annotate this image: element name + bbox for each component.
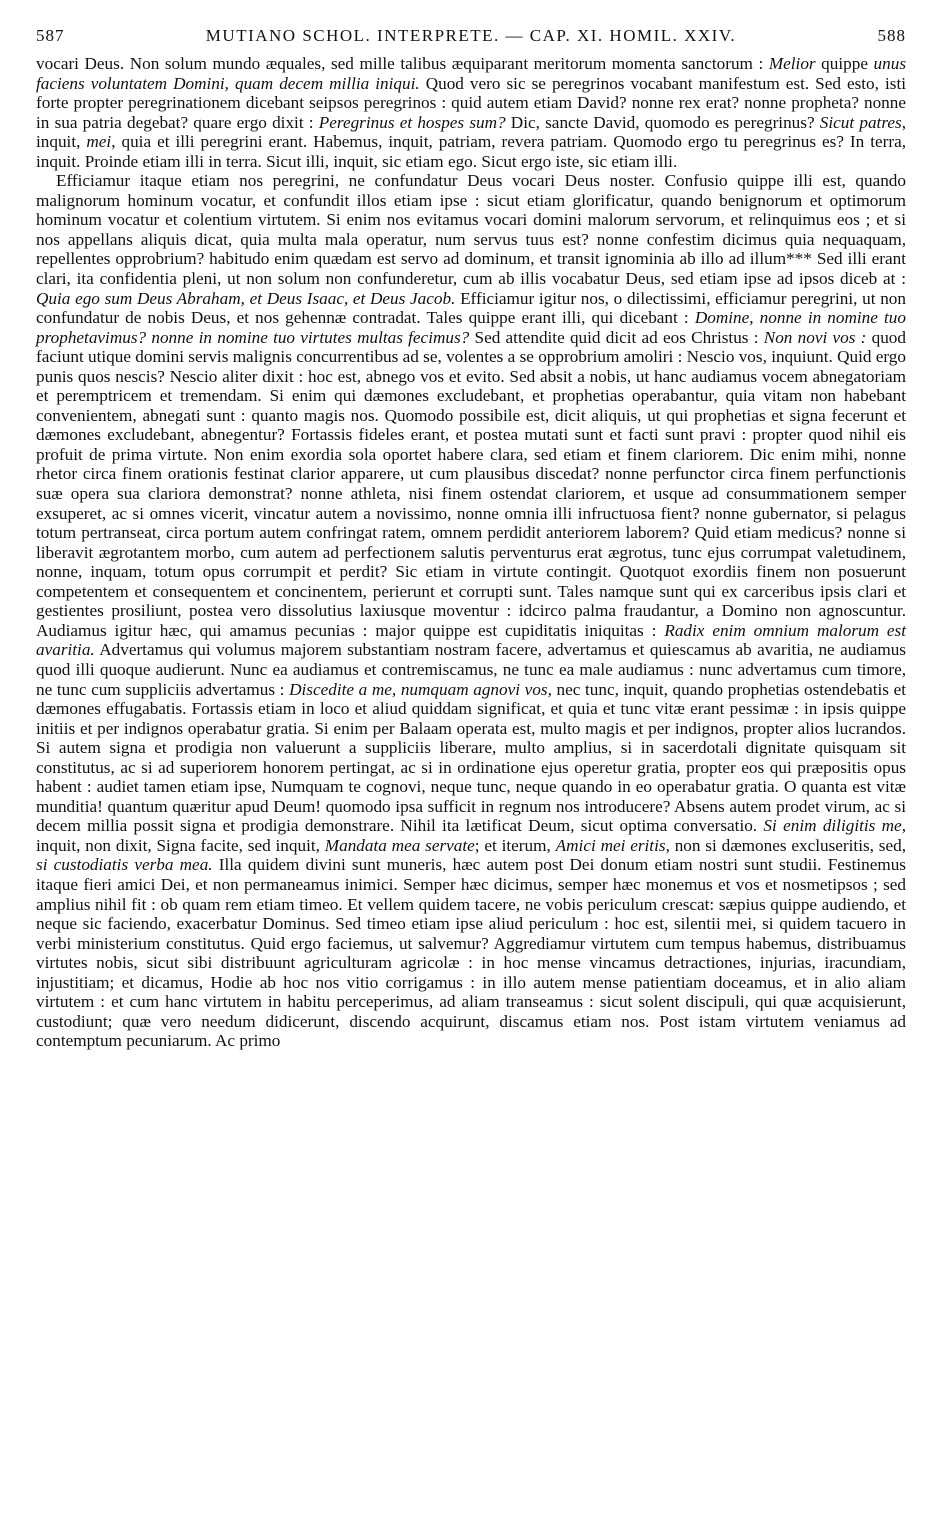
italic-quote: unus faciens voluntatem Domini, quam decem millia iniqui. bbox=[36, 54, 907, 93]
text-run: , non si dæmones excluseritis, sed, bbox=[665, 835, 906, 855]
italic-quote: mei bbox=[86, 132, 112, 152]
italic-quote: Non novi vos : bbox=[763, 327, 867, 347]
text-run: Sed attendite quid dicit ad eos Christus : bbox=[469, 327, 764, 347]
text-run: vocari Deus. Non solum mundo æquales, sed mille talibus æquiparant meritorum momenta sanctorum : bbox=[36, 54, 769, 73]
text-run: Efficiamur itaque etiam nos peregrini, ne confundatur Deus vocari Deus noster. Confusio quippe illi est, quando malignorum hominum vocatur, et confundit illos etiam ipse : sicut etiam glorificatur, quando benignorum et optimorum hominum vocatur et colentium virtutem. Si enim nos evitamus vocari domini malorum servorum, et relinquimus eos ; et si nos appellans aliquis dicat, quia multa mala operatur, num servus tuus est? nonne confestim dicimus quia nequaquam, repellentes opprobrium? habitudo enim quædam est servo ad dominum, et transit ignominia ab illo ad illum*** Sed illi erant clari, ita confidentia pleni, ut non solum non confunderetur, cum ab illis vocabatur Deus, sed etiam ipse ad ipsos diceb at : bbox=[36, 171, 906, 289]
italic-quote: Radix enim omnium malorum est avaritia. bbox=[36, 620, 907, 660]
text-run: Quod vero sic se peregrinos vocabant manifestum est. Sed esto, isti forte propter peregrinationem dicebant seipsos peregrinos : quid autem etiam David? nonne rex erat? nonne propheta? nonne in sua patria degebat? quare ergo dixit : bbox=[36, 73, 906, 132]
italic-quote: Si enim diligitis me bbox=[763, 816, 902, 836]
paragraph bbox=[36, 171, 906, 1051]
page-number-right: 588 bbox=[877, 26, 906, 45]
italic-quote: Sicut patres bbox=[819, 112, 902, 132]
body-text bbox=[36, 54, 906, 1051]
italic-quote: Melior bbox=[768, 54, 816, 73]
italic-quote: Domine, nonne in nomine tuo prophetavimus? nonne in nomine tuo virtutes multas fecimus? bbox=[36, 308, 906, 347]
page-number-left: 587 bbox=[36, 26, 65, 45]
italic-quote: Amici mei eritis bbox=[555, 835, 666, 855]
text-run: Efficiamur igitur nos, o dilectissimi, efficiamur peregrini, ut non confundatur de nobis Deus, et nos gehennæ contradat. Tales quippe erant illi, qui dicebant : bbox=[36, 288, 906, 328]
text-run: Illa quidem divini sunt muneris, hæc autem post Dei donum etiam nostri sunt studii. Festinemus itaque fieri amici Dei, et non permaneamus inimici. Semper hæc dicimus, semper hæc monemus et vos et nosmetipsos ; sed amplius nihil fit : ob quam rem etiam timeo. Et vellem quidem tacere, ne vobis periculum crescat: sæpius quippe audiendo, et neque sic faciendo, exacerbatur Dominus. Sed timeo etiam ipse aliud periculum : hoc est, silentii mei, si quidem tacuero in verbi ministerium constitutus. Quid ergo faciemus, ut salvemur? Aggrediamur virtutem cum tempus habemus, distribuamus virtutes nobis, sicut sibi distribuunt agriculturam agricolæ : in hoc mense vincamus detractiones, injurias, iracundiam, injustitiam; et dicamus, Hodie ab hoc nos vitio corrigamus : in illo autem mense patientiam doceamus, et in alio aliam virtutem : et cum hanc virtutem in habitu perceperimus, ad aliam transeamus : sicut solent discipuli, qui quæ acquisierunt, custodiunt; quæ vero needum didicerunt, discendo acquirunt, discamus etiam nos. Post istam virtutem veniamus ad contemptum pecuniarum. Ac primo bbox=[36, 855, 907, 1051]
text-run: , inquit, bbox=[36, 112, 906, 152]
text-run: Advertamus qui volumus majorem substantiam nostram facere, advertamus et quiescamus ab avaritia, ne audiamus quod illi quoque audierunt. Nunc ea audiamus et contremiscamus, ne tunc ea male audiamus : nunc advertamus cum timore, ne tunc cum suppliciis advertamus : bbox=[36, 640, 906, 699]
running-title: MUTIANO SCHOL. INTERPRETE. — CAP. XI. HOMIL. XXIV. bbox=[205, 26, 737, 45]
text-run: , quia et illi peregrini erant. Habemus, inquit, patriam, revera patriam. Quomodo ergo tu peregrinus es? In terra, inquit. Proinde etiam illi in terra. Sicut illi, inquit, sic etiam ego. Sicut ergo iste, sic etiam illi. bbox=[36, 132, 906, 171]
running-header bbox=[36, 26, 906, 50]
text-run: quippe bbox=[815, 54, 874, 73]
italic-quote: Mandata mea servate bbox=[324, 835, 475, 855]
paragraph bbox=[36, 54, 906, 171]
italic-quote: si custodiatis verba mea. bbox=[36, 855, 213, 875]
italic-quote: Quia ego sum Deus Abraham, et Deus Isaac, et Deus Jacob. bbox=[36, 288, 456, 308]
text-run: nec tunc, inquit, quando prophetias ostendebatis et dæmones effugabatis. Fortassis etiam in loco et aliud quiddam significat, et quia et tunc vitæ erant pessimæ : in ipsis quippe initiis et per indignos operabatur gratia. Si enim per Balaam operata est, multo magis et per indignos, propter alios lucrandos. Si autem signa et prodigia non valuerunt a suppliciis liberare, multo amplius, si in sacerdotali dignitate quisquam sit constitutus, ac si ad superiorem honorem pertingat, ac si in ordinatione ejus operetur gratia, propter eos qui præpositis opus habent : audiet tamen etiam ipse, Numquam te cognovi, neque tunc, neque quando in eo operabatur gratia. O quanta est vitæ munditia! quantum quæritur apud Deum! quomodo ipsa sufficit in regnum nos introducere? Absens autem prodet virum, ac si decem millia possit signa et prodigia demonstrare. Nihil ita lætificat Deum, sicut optima conversatio. bbox=[36, 679, 906, 836]
text-run: Dic, sancte David, quomodo es peregrinus? bbox=[505, 112, 820, 132]
text-run: ; et iterum, bbox=[474, 835, 556, 855]
text-run: quod faciunt utique domini servis malignis concurrentibus ad se, volentes a se opprobrium amoliri : Nescio vos, inquiunt. Quid ergo punis quos nescis? Nescio aliter dixit : hoc est, abnego vos et evito. Sed absit a nobis, ut hanc audiamus vocem abnegatoriam et peremptricem et tremendam. Si enim qui dæmones excludebant, et prophetias operabantur, quia vitam non habebant convenientem, abnegati sunt : quanto magis nos. Quomodo possibile est, dicit aliquis, ut qui prophetias et signa fecerunt et dæmones excludebant, abnegentur? Fortassis fideles erant, et postea mutati sunt et facti sunt pravi : propter quod nihil eis profuit de prima virtute. Non enim exordia sola oportet habere clara, sed etiam et finem clariorem. Dic enim mihi, nonne rhetor circa finem orationis festinat clarior apparere, ut cum plausibus discedat? nonne perfunctor circa finem perfunctionis suæ opera sua clariora demonstrat? nonne athleta, nisi finem ostendat clariorem, et usque ad consummationem semper exsuperet, ac si omnes vicerit, vincatur autem a novissimo, nonne omnia illi infructuosa fient? nonne gubernator, si pelagus totum pertranseat, circa portum autem confringat ratem, omnem perdidit anteriorem laborem? Quid etiam medicus? nonne si liberavit ægrotantem morbo, cum autem ad perfectionem salutis perventurus erat ægrotus, tunc ejus corrumpat valetudinem, nonne, inquam, totum opus corrumpit et perdit? Sic etiam in virtute contingit. Quotquot exordiis finem non posuerunt competentem et consequentem et concinentem, perierunt et corrupti sunt. Tales namque sunt qui ex carceribus ipsis clari et gestientes prosiliunt, postea vero dissolutius laxiusque moventur : idcirco palma fraudantur, a Domino non agnoscuntur. Audiamus igitur hæc, qui amamus pecunias : major quippe est cupiditatis iniquitas : bbox=[36, 327, 906, 640]
italic-quote: Peregrinus et hospes sum? bbox=[318, 112, 506, 132]
text-run: , inquit, non dixit, Signa facite, sed inquit, bbox=[36, 816, 906, 855]
italic-quote: Discedite a me, numquam agnovi vos, bbox=[289, 679, 552, 699]
